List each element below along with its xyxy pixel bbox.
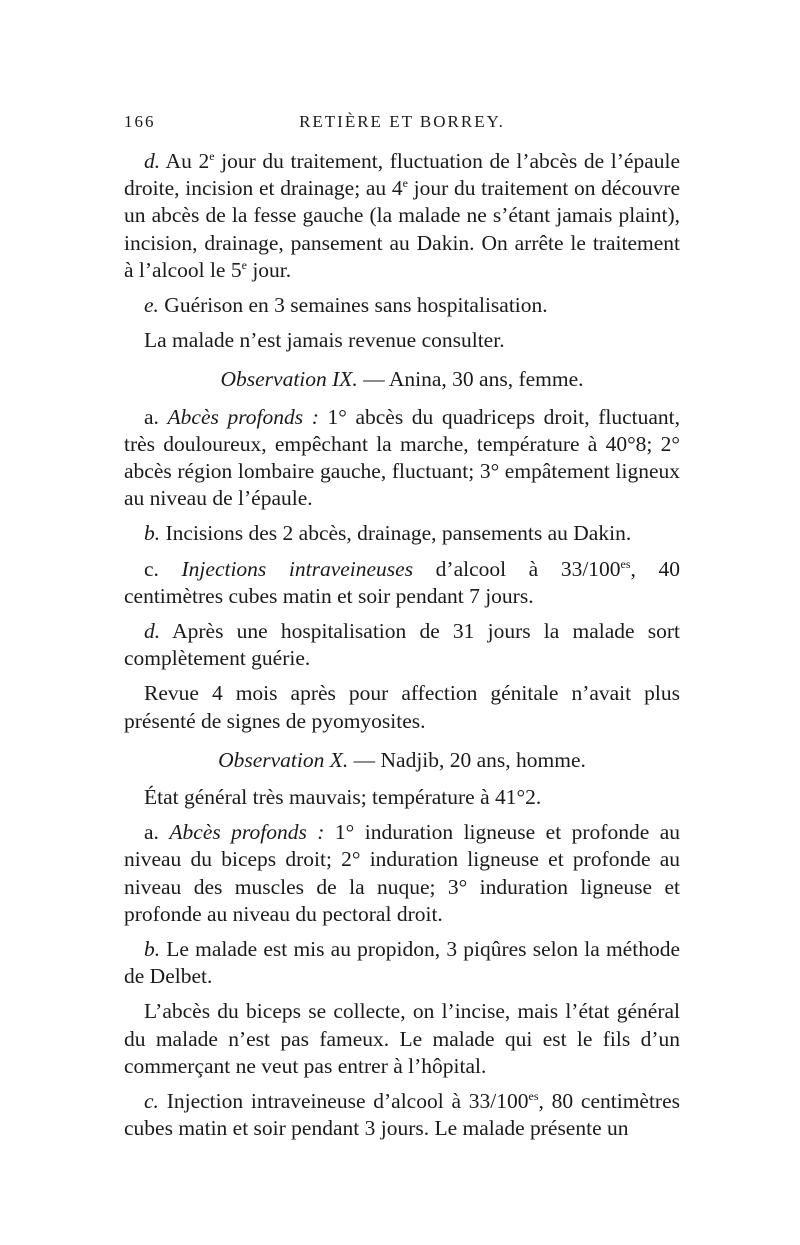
italic-text: Observation IX. (220, 367, 358, 392)
italic-text: d. (144, 619, 161, 644)
text-run: L’abcès du biceps se collecte, on l’incise, mais l’état général du malade n’est pas fameux. Le malade qui est le fils d’un commerçant ne veut pas entrer à l’hôpital. (124, 999, 680, 1078)
italic-text: d. (144, 149, 161, 173)
superscript: es (620, 556, 631, 571)
text-run: Injection intraveineuse d’alcool à 33/100 (158, 1089, 529, 1114)
italic-text: Observation X. (218, 747, 349, 772)
text-run: La malade n’est jamais revenue consulter. (144, 328, 505, 353)
italic-text: b. (144, 521, 161, 546)
paragraph (124, 618, 680, 672)
italic-text: Abcès profonds : (167, 404, 319, 429)
paragraph (124, 1088, 680, 1142)
paragraph (124, 404, 680, 513)
page-body (124, 148, 680, 1143)
superscript: e (402, 176, 408, 191)
superscript: e (241, 257, 247, 272)
text-run: — Anina, 30 ans, femme. (357, 367, 584, 392)
italic-text: Injections intraveineuses (181, 556, 414, 581)
text-run: a. (144, 820, 170, 845)
text-run: 1° abcès du quadriceps droit, fluctuant, très douloureux, empêchant la marche, température à 40°8; 2° abcès région lombaire gauche, fluctuant; 3° empâtement ligneux au niveau de l’épaule. (124, 404, 680, 511)
paragraph (124, 998, 680, 1080)
observation-heading (124, 747, 680, 774)
italic-text: b. (144, 937, 161, 962)
paragraph (124, 292, 680, 319)
text-run: c. (144, 556, 182, 581)
paragraph (124, 556, 680, 610)
text-run: Guérison en 3 semaines sans hospitalisation. (158, 293, 548, 318)
text-run: , 80 centimètres cubes matin et soir pendant 3 jours. Le malade présente un (124, 1089, 680, 1141)
text-run: Le malade est mis au propidon, 3 piqûres selon la méthode de Delbet. (124, 937, 680, 989)
paragraph (124, 936, 680, 990)
text-run: Après une hospitalisation de 31 jours la malade sort complètement guérie. (124, 619, 680, 671)
text-run: d’alcool à 33/100 (413, 556, 621, 581)
paragraph (124, 784, 680, 811)
observation-heading (124, 366, 680, 393)
italic-text: e. (144, 293, 159, 318)
paragraph (124, 819, 680, 928)
text-run: , 40 centimètres cubes matin et soir pendant 7 jours. (124, 556, 681, 608)
text-run: Au 2 (160, 149, 210, 173)
text-run: Incisions des 2 abcès, drainage, pansements au Dakin. (160, 521, 632, 546)
text-run: État général très mauvais; température à 41°2. (144, 785, 542, 810)
superscript: e (209, 148, 215, 163)
page-number: 166 (124, 112, 156, 131)
paragraph (124, 520, 680, 547)
superscript: es (528, 1088, 539, 1103)
running-title: RETIÈRE ET BORREY. (299, 112, 505, 131)
text-run: a. (144, 404, 168, 429)
italic-text: c. (144, 1089, 159, 1114)
text-run: 1° induration ligneuse et profonde au niveau du biceps droit; 2° induration ligneuse et profonde au niveau des muscles de la nuque; 3° induration ligneuse et profonde au niveau du pectoral droit. (124, 820, 681, 926)
page-header (124, 112, 680, 142)
text-run: jour du traitement, fluctuation de l’abcès de l’épaule droite, incision et drainage; au 4 (124, 149, 681, 201)
paragraph (124, 327, 680, 354)
text-run: Revue 4 mois après pour affection génitale n’avait plus présenté de signes de pyomyosites. (124, 681, 680, 733)
italic-text: Abcès profonds : (169, 820, 325, 845)
text-run: — Nadjib, 20 ans, homme. (348, 747, 586, 772)
text-run: jour. (246, 257, 292, 282)
paragraph (124, 680, 680, 734)
paragraph (124, 148, 680, 284)
text-run: jour du traitement on découvre un abcès de la fesse gauche (la malade ne s’étant jamais plaint), incision, drainage, pansement au Dakin. On arrête le traitement à l’alcool le 5 (124, 176, 680, 282)
